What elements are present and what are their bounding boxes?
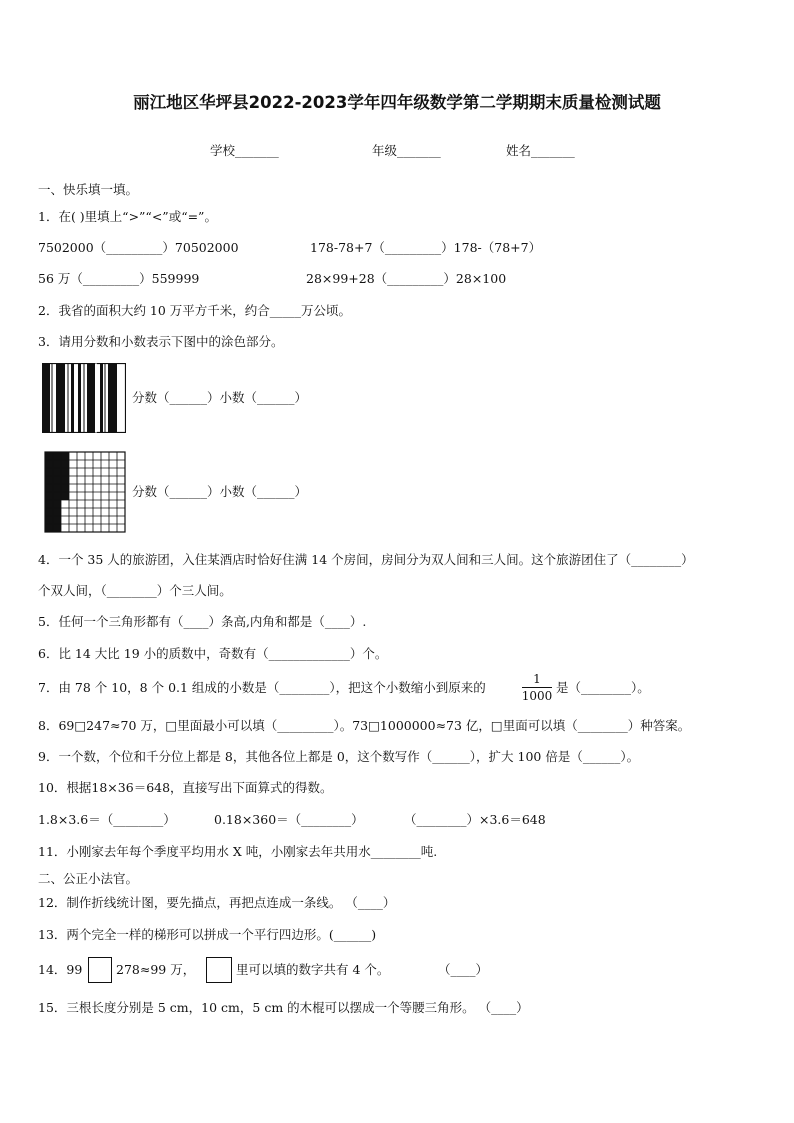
- q3-figure-grid: [44, 451, 126, 533]
- q4-line1[interactable]: 4．一个 35 人的旅游团，入住某酒店时恰好住满 14 个房间，房间分为双人间和三人间。这个旅游团住了（________）: [38, 552, 694, 567]
- page-title: 丽江地区华坪县2022-2023学年四年级数学第二学期期末质量检测试题: [133, 93, 661, 112]
- q3-fig2-label[interactable]: 分数（______）小数（______）: [132, 484, 308, 499]
- q10-a[interactable]: 1.8×3.6＝（________）: [38, 812, 176, 827]
- q7-post[interactable]: 是（________）。: [556, 680, 650, 695]
- q15[interactable]: 15．三根长度分别是 5 cm，10 cm，5 cm 的木棍可以摆成一个等腰三角形。 （____）: [38, 1000, 529, 1015]
- q10-c[interactable]: （________）×3.6＝648: [404, 812, 546, 827]
- q7-pre[interactable]: 7．由 78 个 10，8 个 0.1 组成的小数是（________），把这个小数缩小到原来的: [38, 680, 486, 695]
- q4-line2[interactable]: 个双人间，（________）个三人间。: [38, 583, 232, 598]
- q14-a: 14．99: [38, 962, 83, 977]
- q14-b: 278≈99 万，: [116, 962, 196, 977]
- q3-figure-stripes: [42, 363, 126, 433]
- grade-field[interactable]: 年级_______: [372, 143, 441, 158]
- q3: 3．请用分数和小数表示下图中的涂色部分。: [38, 334, 284, 349]
- q10: 10．根据18×36＝648，直接写出下面算式的得数。: [38, 780, 333, 795]
- name-field[interactable]: 姓名_______: [506, 143, 575, 158]
- fraction-bar: [522, 687, 552, 688]
- q7-fraction: [520, 672, 554, 703]
- q13[interactable]: 13．两个完全一样的梯形可以拼成一个平行四边形。(______): [38, 927, 377, 942]
- q1-d[interactable]: 28×99+28（_________）28×100: [306, 271, 507, 286]
- q5[interactable]: 5．任何一个三角形都有（____）条高,内角和都是（____）.: [38, 614, 367, 629]
- q14-box-2[interactable]: [206, 957, 232, 983]
- q1-b[interactable]: 178-78+7（_________）178-（78+7）: [310, 240, 542, 255]
- school-field[interactable]: 学校_______: [210, 143, 279, 158]
- q9[interactable]: 9．一个数，个位和千分位上都是 8，其他各位上都是 0，这个数写作（______），扩大 100 倍是（______）。: [38, 749, 640, 764]
- q1-c[interactable]: 56 万（_________）559999: [38, 271, 200, 286]
- q7-denominator: 1000: [521, 689, 553, 703]
- section2-heading: 二、公正小法官。: [38, 871, 139, 886]
- q11[interactable]: 11．小刚家去年每个季度平均用水 X 吨，小刚家去年共用水________吨.: [38, 844, 438, 859]
- q12[interactable]: 12．制作折线统计图，要先描点，再把点连成一条线。 （____）: [38, 895, 396, 910]
- q14-answer[interactable]: （____）: [438, 962, 489, 977]
- q10-b[interactable]: 0.18×360＝（________）: [214, 812, 364, 827]
- q14-box-1[interactable]: [88, 957, 112, 983]
- q6[interactable]: 6．比 14 大比 19 小的质数中，奇数有（_____________）个。: [38, 646, 388, 661]
- q1-a[interactable]: 7502000（_________）70502000: [38, 240, 239, 255]
- q8[interactable]: 8．69□247≈70 万，□里面最小可以填（_________）。73□1000000≈73 亿，□里面可以填（________）种答案。: [38, 718, 691, 733]
- q2[interactable]: 2．我省的面积大约 10 万平方千米，约合_____万公顷。: [38, 303, 352, 318]
- section1-heading: 一、快乐填一填。: [38, 182, 139, 197]
- q7-numerator: 1: [533, 672, 541, 686]
- q1-stem: 1．在( )里填上“>”“<”或“=”。: [38, 209, 217, 224]
- q3-fig1-label[interactable]: 分数（______）小数（______）: [132, 390, 308, 405]
- q14-c: 里可以填的数字共有 4 个。: [236, 962, 390, 977]
